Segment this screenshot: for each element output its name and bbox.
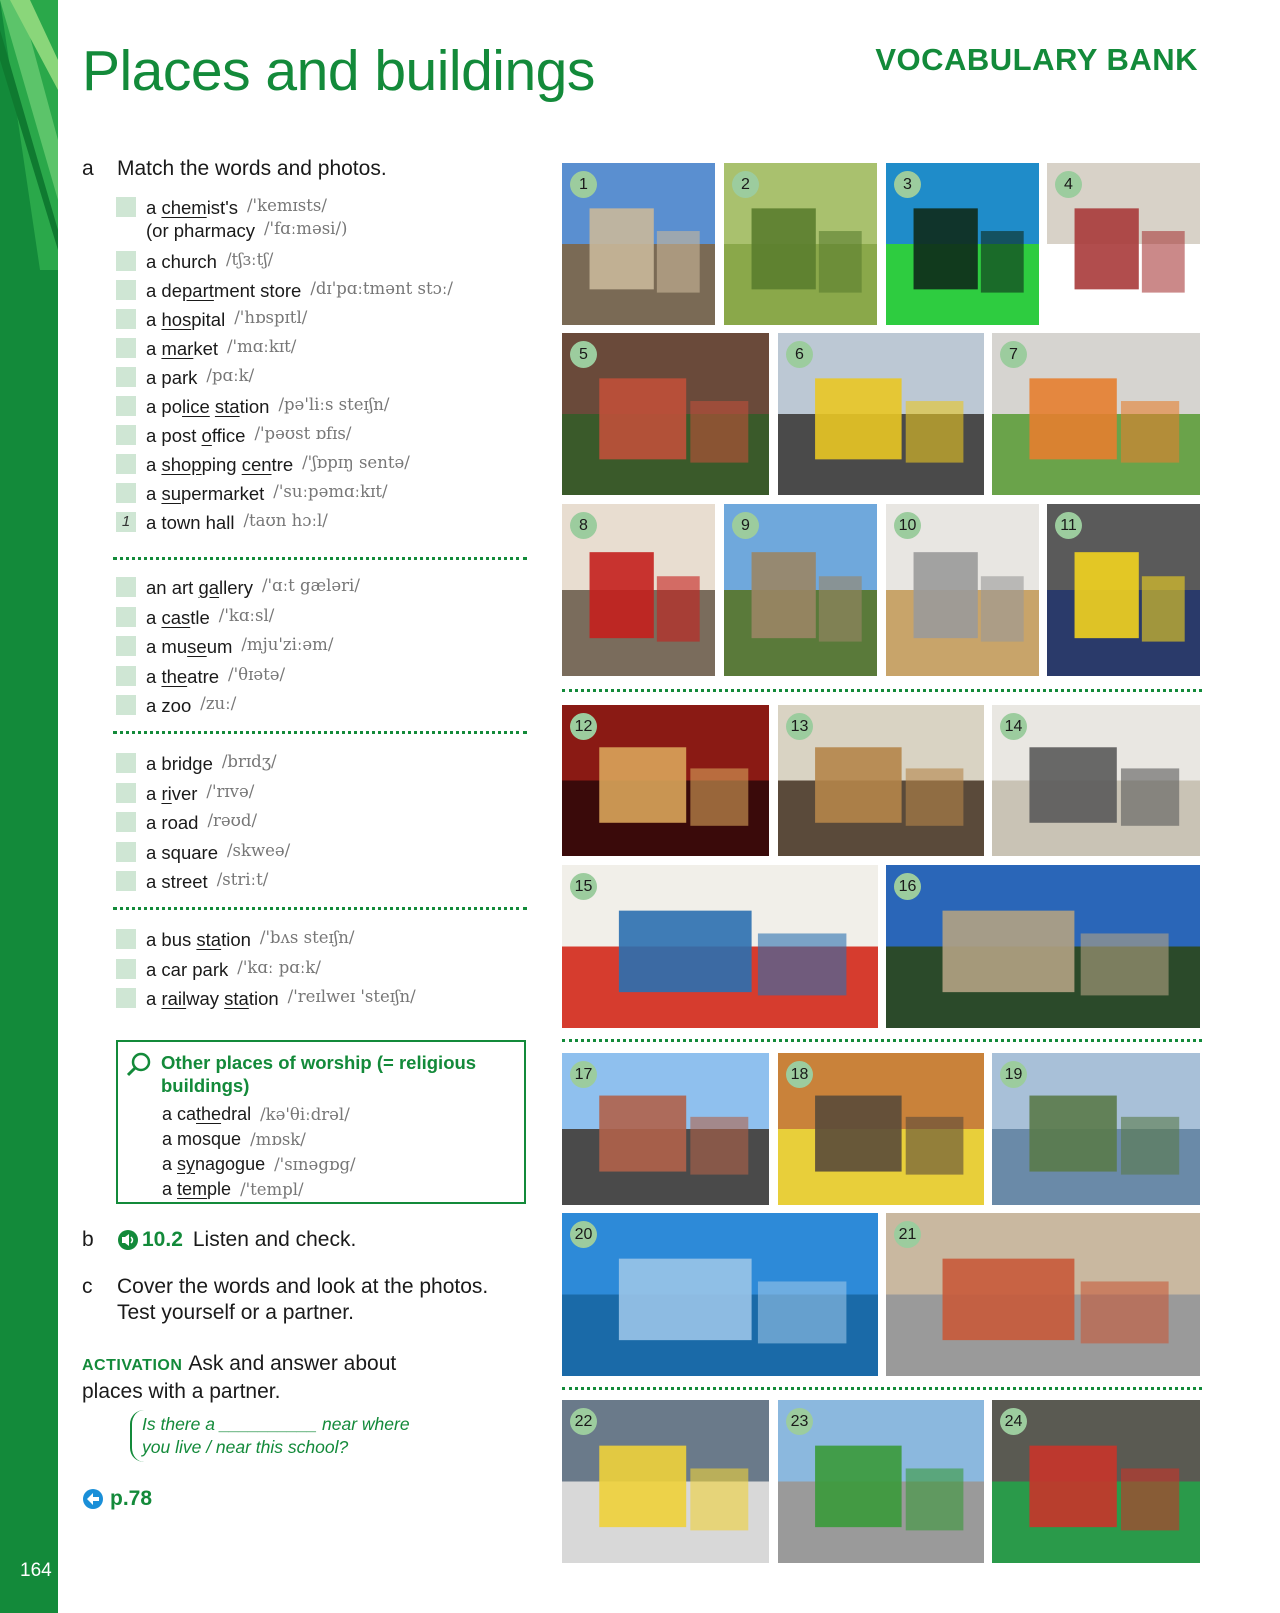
photo-castle [886,865,1200,1028]
word-part: um [206,636,233,657]
photo-hospital [778,333,984,495]
phonetic-transcription: /'templ/ [240,1180,304,1199]
photo-number-badge: 21 [894,1221,921,1248]
exercise-c-instruction [117,1274,488,1326]
dotted-divider [113,907,527,910]
phonetic-transcription: /'kɑː pɑːk/ [237,958,321,977]
phonetic-transcription: /'bʌs steɪʃn/ [259,928,355,947]
phonetic-transcription: /rəʊd/ [207,811,258,830]
leaf-decoration-icon [0,0,58,270]
photo-number-badge: 8 [570,512,597,539]
answer-box[interactable] [116,338,136,358]
photo-number-badge: 18 [786,1061,813,1088]
word [146,811,198,835]
exercise-b-instruction: Listen and check. [192,1228,357,1251]
stressed-syllable: o [201,425,212,446]
answer-box[interactable] [116,753,136,773]
word [146,337,218,361]
magnifier-icon [126,1052,152,1078]
photo-number-badge: 9 [732,512,759,539]
word-part: a zoo [146,695,192,716]
word-part: a [146,338,162,359]
worship-item [162,1152,356,1177]
answer-box[interactable] [116,695,136,715]
word-part: ment store [213,280,302,301]
answer-box[interactable] [116,929,136,949]
vocabulary-item [116,424,351,448]
word [146,841,218,865]
stressed-syllable: sta [196,929,222,950]
word-part: ping [201,454,242,475]
photo-street [562,1053,769,1205]
answer-box[interactable] [116,959,136,979]
word-part: way [186,988,225,1009]
photo-town-hall [562,163,715,325]
vocabulary-item [116,196,327,220]
photo-number-badge: 14 [1000,713,1027,740]
answer-box[interactable] [116,483,136,503]
worship-info-box [116,1040,526,1204]
stressed-syllable: su [161,483,181,504]
word-part: a bus [146,929,197,950]
photo-image [886,865,1200,1028]
stressed-syllable: hos [161,309,192,330]
word [146,395,269,419]
phonetic-transcription: /'θɪətə/ [228,665,286,684]
answer-box[interactable]: 1 [116,512,136,532]
word [146,279,301,303]
word [146,424,245,448]
photo-number-badge: 20 [570,1221,597,1248]
word-part: permarket [180,483,265,504]
word-part: ket [193,338,218,359]
photo-bridge [562,1213,878,1376]
word-part: ple [207,1179,232,1199]
page-number: 164 [20,1560,52,1581]
photo-bus-station [778,1400,984,1563]
vocabulary-item [116,279,453,303]
stressed-syllable: the [196,1104,222,1124]
phonetic-transcription: /pɑːk/ [206,366,255,385]
photo-supermarket [992,333,1200,495]
photo-number-badge: 6 [786,341,813,368]
photo-shopping-centre [886,504,1039,676]
green-sidebar [0,0,58,1613]
word-part: a car park [146,959,229,980]
photo-number-badge: 23 [786,1408,813,1435]
photo-number-badge: 7 [1000,341,1027,368]
photo-number-badge: 12 [570,713,597,740]
exercise-c-line-1: Cover the words and look at the photos. [117,1275,489,1298]
phonetic-transcription: /mɒsk/ [250,1130,306,1149]
stressed-syllable: se [187,636,207,657]
vocabulary-item [116,453,410,477]
vocabulary-item [116,606,274,630]
stressed-syllable: ri [161,783,172,804]
photo-department-store [1047,163,1200,325]
word-part: a [146,309,162,330]
stressed-syllable: tem [177,1179,208,1199]
phonetic-transcription: /'fɑːməsi/) [263,219,348,238]
phonetic-transcription: /brɪdʒ/ [221,752,277,771]
answer-box[interactable] [116,197,136,217]
word [146,576,253,600]
answer-box[interactable] [116,607,136,627]
phonetic-transcription: /'kemɪsts/ [246,196,327,215]
word-part: ver [171,783,198,804]
word [146,782,197,806]
photo-number-badge: 22 [570,1408,597,1435]
stressed-syllable: lice [182,396,210,417]
photo-number-badge: 10 [894,512,921,539]
exercise-c-line-2: Test yourself or a partner. [117,1301,354,1324]
word [146,196,238,220]
stressed-syllable: ga [198,577,220,598]
answer-box[interactable] [116,309,136,329]
word [146,870,208,894]
phonetic-transcription: /'mɑːkɪt/ [227,337,297,356]
vocabulary-item [116,366,254,390]
word-part: a post [146,425,202,446]
word [146,482,264,506]
word [146,308,225,332]
prompt-line-1: Is there a __________ near where [142,1414,410,1434]
photo-road [778,1053,984,1205]
phonetic-transcription: /kə'θiːdrəl/ [260,1105,350,1124]
photo-number-badge: 2 [732,171,759,198]
word-part: a de [146,280,183,301]
phonetic-transcription: /'suːpəmɑːkɪt/ [273,482,388,501]
word-part: a [146,197,162,218]
word-part: a street [146,871,208,892]
photo-market [562,333,769,495]
photo-number-badge: 11 [1055,512,1082,539]
phonetic-transcription: /'hɒspɪtl/ [234,308,308,327]
photo-number-badge: 4 [1055,171,1082,198]
photo-square [886,1213,1200,1376]
word-part: nagogue [195,1154,266,1174]
stressed-syllable: the [161,666,188,687]
photo-park [724,163,877,325]
word-part: a town hall [146,512,235,533]
word-part: a [146,666,162,687]
word [146,250,217,274]
photo-image [886,1213,1200,1376]
word-part: atre [187,666,220,687]
vocabulary-item [116,576,360,600]
word-part: tle [190,607,210,628]
word-part: a [146,483,162,504]
stressed-syllable: sta [214,396,240,417]
photo-police-station [1047,504,1200,676]
word-part: a park [146,367,198,388]
phonetic-transcription: /striːt/ [216,870,269,889]
answer-box[interactable] [116,871,136,891]
answer-box[interactable] [116,577,136,597]
activation-label: ACTIVATION [82,1357,183,1374]
word-part: dral [221,1104,252,1124]
photo-museum [992,705,1200,856]
photo-number-badge: 5 [570,341,597,368]
vocabulary-item [116,482,388,506]
vocabulary-item [116,395,390,419]
word-part: (or pharmacy [146,220,255,241]
audio-track: 10.2 [142,1228,183,1251]
prompt-line-2: you live / near this school? [142,1437,349,1457]
stressed-syllable: sy [177,1154,196,1174]
exercise-a-letter: a [82,157,94,180]
answer-box[interactable] [116,396,136,416]
dotted-divider [562,689,1202,692]
photo-number-badge: 3 [894,171,921,198]
word [146,752,213,776]
word [146,366,197,390]
activation-text-1: Ask and answer about [188,1352,397,1375]
photo-number-badge: 17 [570,1061,597,1088]
word-part: tre [271,454,294,475]
word-part: ffice [211,425,246,446]
phonetic-transcription: /tʃɜːtʃ/ [225,250,274,269]
phonetic-transcription: /'ʃɒpɪŋ sentə/ [302,453,410,472]
phonetic-transcription: /'rɪvə/ [206,782,255,801]
vocabulary-item [116,337,296,361]
answer-box[interactable] [116,425,136,445]
activation-block [82,1351,462,1405]
photo-railway-station [562,1400,769,1563]
word-part: a [162,1179,178,1199]
word-part: pital [191,309,226,330]
exercise-b [117,1227,356,1253]
photo-number-badge: 13 [786,713,813,740]
stressed-syllable: rail [161,988,187,1009]
word-part: a [162,1154,178,1174]
word-part: a square [146,842,218,863]
worship-heading: Other places of worship (= religious buildings) [161,1052,477,1096]
photo-car-park [992,1400,1200,1563]
answer-box[interactable] [116,280,136,300]
word-part: a mosque [162,1129,242,1149]
word-part: ist's [206,197,238,218]
answer-box[interactable] [116,842,136,862]
exercise-a-instruction: Match the words and photos. [117,157,387,180]
vocabulary-item [116,958,321,982]
photo-post-office [562,504,715,676]
word [146,958,228,982]
answer-box[interactable] [116,783,136,803]
dotted-divider [562,1387,1202,1390]
stressed-syllable: chem [161,197,207,218]
photo-number-badge: 1 [570,171,597,198]
vocabulary-item [116,635,333,659]
photo-number-badge: 16 [894,873,921,900]
phonetic-transcription: /'kɑːsl/ [218,606,275,625]
vocabulary-item [116,987,416,1011]
word-part: llery [219,577,253,598]
back-arrow-icon [82,1488,104,1510]
vocabulary-item [116,752,277,776]
word-part: a bridge [146,753,213,774]
word-part: an art [146,577,199,598]
word [146,219,255,243]
word-part: a [146,607,162,628]
phonetic-transcription: /pə'liːs steɪʃn/ [278,395,390,414]
word-part: a [146,988,162,1009]
phonetic-transcription: /'pəʊst ɒfɪs/ [254,424,352,443]
phonetic-transcription: /zuː/ [200,694,237,713]
section-label: VOCABULARY BANK [875,42,1198,77]
photo-theatre [562,705,769,856]
word [146,665,219,689]
phonetic-transcription: /'reɪlweɪ 'steɪʃn/ [287,987,416,1006]
vocabulary-item [116,928,354,952]
vocabulary-item [116,219,347,243]
word [146,606,210,630]
page-reference-link[interactable] [82,1487,152,1511]
vocabulary-item [116,308,307,332]
word-part: a road [146,812,199,833]
vocabulary-item [116,870,268,894]
word-part: a ca [162,1104,197,1124]
worship-item [162,1177,304,1202]
stressed-syllable: part [182,280,214,301]
word-part: a [146,454,162,475]
phonetic-transcription: /'ɑːt gæləri/ [261,576,360,595]
activation-text-2: places with a partner. [82,1380,281,1403]
vocabulary-item [116,841,290,865]
vocabulary-item [116,250,273,274]
audio-icon[interactable] [117,1229,139,1251]
exercise-b-letter: b [82,1228,94,1251]
answer-box[interactable] [116,636,136,656]
phonetic-transcription: /taʊn hɔːl/ [243,511,328,530]
dotted-divider [113,557,527,560]
word-part: tion [239,396,270,417]
answer-box[interactable] [116,812,136,832]
stressed-syllable: sta [224,988,249,1009]
dotted-divider [113,731,527,734]
worship-item [162,1102,350,1127]
photo-river [992,1053,1200,1205]
word [146,987,279,1011]
photo-image [562,1213,878,1376]
photo-number-badge: 19 [1000,1061,1027,1088]
stressed-syllable: cas [161,607,191,628]
stressed-syllable: shop [161,454,202,475]
word-part: a church [146,251,217,272]
page-title: Places and buildings [82,39,595,103]
word-part: tion [248,988,279,1009]
photo-number-badge: 15 [570,873,597,900]
dotted-divider [562,1039,1202,1042]
word [146,694,191,718]
word [146,511,234,535]
exercise-c-letter: c [82,1275,93,1298]
stressed-syllable: mar [161,338,194,359]
word [146,453,293,477]
word-part: a mu [146,636,188,657]
vocabulary-item [116,782,254,806]
photo-pharmacy [886,163,1039,325]
word-part: tion [221,929,251,950]
photo-image [562,865,878,1028]
word [146,928,251,952]
phonetic-transcription: /mju'ziːəm/ [241,635,334,654]
word-part: a [146,783,162,804]
answer-box[interactable] [116,988,136,1008]
answer-box[interactable] [116,251,136,271]
phonetic-transcription: /'sɪnəgɒg/ [274,1155,356,1174]
photo-church [724,504,877,676]
vocabulary-item [116,694,236,718]
photo-art-gallery [562,865,878,1028]
phonetic-transcription: /skweə/ [227,841,291,860]
photo-zoo [778,705,984,856]
vocabulary-item [116,811,257,835]
worship-item [162,1127,306,1152]
vocabulary-item [116,511,328,535]
photo-number-badge: 24 [1000,1408,1027,1435]
speech-prompt [130,1410,462,1462]
answer-box[interactable] [116,666,136,686]
word-part: a po [146,396,183,417]
answer-box[interactable] [116,454,136,474]
phonetic-transcription: /dɪ'pɑːtmənt stɔː/ [310,279,453,298]
answer-box[interactable] [116,367,136,387]
vocabulary-item [116,665,285,689]
stressed-syllable: cen [241,454,272,475]
page-reference: p.78 [110,1487,153,1510]
word [146,635,232,659]
